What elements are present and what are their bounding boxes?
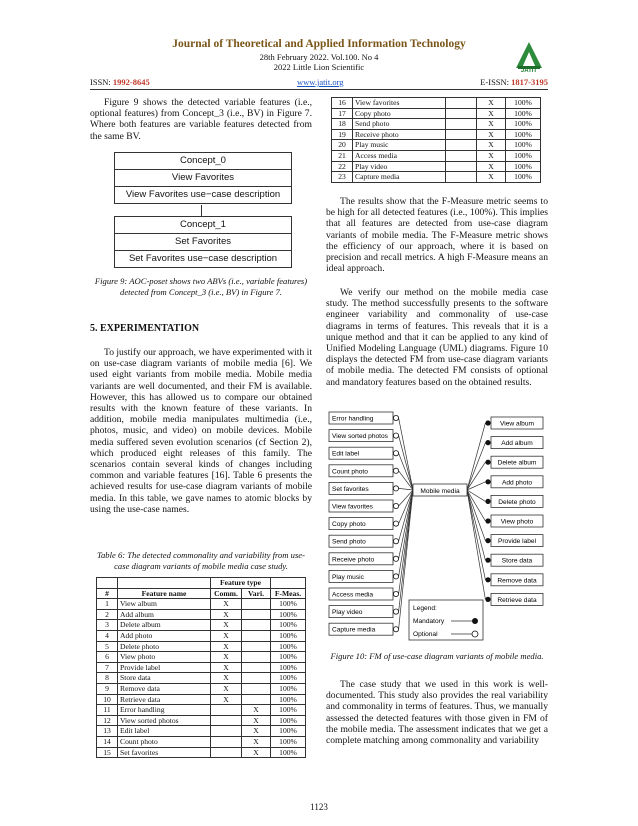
fm-mandatory-marker [485,518,490,523]
comm-mark [211,715,242,726]
vari-mark: X [242,726,271,737]
legend-mandatory-marker [472,618,478,624]
vari-mark [242,620,271,631]
feature-name: View album [118,599,211,610]
fm-mandatory-marker [485,420,490,425]
vari-mark [242,599,271,610]
issue-date: 28th February 2022. Vol.100. No 4 [259,52,379,62]
fm-legend-title: Legend: [413,605,437,612]
figure-10-feature-model [327,410,547,642]
concept-0-title: Concept_0 [115,153,291,170]
row-number: 21 [332,150,353,161]
feature-name: Copy photo [353,108,446,119]
row-number: 12 [97,715,118,726]
fm-mandatory-feature: Delete photo [498,498,536,506]
vari-mark [242,662,271,673]
fm-optional-feature: View favorites [332,503,373,511]
fm-optional-feature: Error handling [332,415,374,423]
row-number: 20 [332,140,353,151]
table-row [97,641,306,652]
feature-name: Play music [353,140,446,151]
fm-optional-feature: View sorted photos [332,433,388,441]
table-row [332,98,541,109]
row-number: 1 [97,599,118,610]
issn: ISSN: 1992-8645 [90,77,150,87]
vari-mark: X [242,747,271,758]
table-row [332,150,541,161]
vari-mark: X [477,108,506,119]
fmeas-value: 100% [506,108,541,119]
vari-mark: X [242,736,271,747]
table-row [332,140,541,151]
table-row [97,662,306,673]
results-paragraph: The results show that the F-Measure metric seems to be high for all detected features (i.e., 100%). This implies that all features are detected from use-case diagram variants of mobile media. The F-Measure metric shows the efficiency of our approach, where it is based on precision and recall metrics. A high F-Measure means an ideal approach. [326,196,548,275]
row-number: 16 [332,98,353,109]
vari-mark [242,683,271,694]
feature-name: Set favorites [118,747,211,758]
final-paragraph: The case study that we used in this work is well-documented. This study also provides the real variability and commonality in terms of features. Thus, we manually assessed the detected features with those given in FM of the mobile media. The assessment indicates that we get a complete matching among commonality and variability [326,679,548,747]
feature-name: View sorted photos [118,715,211,726]
fmeas-value: 100% [506,150,541,161]
row-number: 3 [97,620,118,631]
fmeas-value: 100% [506,172,541,183]
row-number: 15 [97,747,118,758]
issn-bar [90,77,548,89]
vari-mark: X [477,119,506,130]
vari-mark: X [477,172,506,183]
comm-mark: X [211,630,242,641]
concept-1-feature: Set Favorites [115,234,291,251]
feature-name: Count photo [118,736,211,747]
fm-optional-feature: Send photo [332,538,366,546]
verify-paragraph: We verify our method on the mobile media case study. The method successfully presents to the software engineer variability and commonality of use-case diagrams in terms of features. This reveals that it is a unique method and that it can be applied to any kind of Unified Modeling Language (UML) diagrams. Figure 10 displays the detected FM from use-case diagram variants of mobile media. The detected FM consists of optional and mandatory features based on the obtained results. [326,287,548,388]
comm-mark [446,108,477,119]
feature-name: View photo [118,652,211,663]
feature-name: Remove data [118,683,211,694]
journal-url[interactable]: www.jatit.org [297,77,344,87]
feature-table-part-2 [331,97,541,183]
fm-optional-marker [393,539,398,544]
fm-optional-feature: Receive photo [332,556,375,564]
fm-optional-feature: Set favorites [332,485,369,493]
table-row [97,736,306,747]
row-number: 5 [97,641,118,652]
row-number: 14 [97,736,118,747]
table-row [332,129,541,140]
table-row [97,747,306,758]
concept-0-feature: View Favorites [115,170,291,187]
feature-name: Retrieve data [118,694,211,705]
vari-mark: X [477,150,506,161]
page-number: 1123 [310,802,328,812]
fm-optional-marker [393,433,398,438]
table-row [97,652,306,663]
feature-name: Play video [353,161,446,172]
fm-mandatory-feature: Provide label [497,538,537,546]
table-row [332,161,541,172]
table-row [97,694,306,705]
feature-type-header: Feature type [211,578,271,589]
fmeas-value: 100% [271,641,306,652]
comm-mark [446,129,477,140]
row-number: 2 [97,609,118,620]
figure-9-caption: Figure 9: AOC-poset shows two ABVs (i.e., variable features) detected from Concept_3 (i.e., BV) in Figure 7. [94,276,308,297]
fm-optional-feature: Count photo [332,468,368,476]
legend-optional-marker [472,631,478,637]
concept-1-description: Set Favorites use−case description [128,253,278,264]
fm-mandatory-marker [485,460,490,465]
row-number: 4 [97,630,118,641]
table-row [97,683,306,694]
row-number: 19 [332,129,353,140]
feature-name: Capture media [353,172,446,183]
fmeas-value: 100% [271,715,306,726]
fm-optional-marker [393,627,398,632]
col-number: # [97,588,118,599]
table-row [97,673,306,684]
vari-mark [242,609,271,620]
fmeas-value: 100% [271,662,306,673]
comm-mark [211,726,242,737]
intro-paragraph: Figure 9 shows the detected variable features (i.e., optional features) from Concept_3 (i.e., BV) in Figure 7. Where both features are variable features detected from the same BV. [90,97,312,142]
table-row [97,620,306,631]
feature-name: Store data [118,673,211,684]
comm-mark: X [211,694,242,705]
fm-mandatory-marker [485,538,490,543]
feature-name: Edit label [118,726,211,737]
fm-mandatory-feature: Add photo [501,479,533,487]
feature-name: Delete photo [118,641,211,652]
row-number: 17 [332,108,353,119]
fmeas-value: 100% [506,119,541,130]
comm-mark [446,161,477,172]
fm-optional-marker [393,451,398,456]
eissn: E-ISSN: 1817-3195 [480,77,548,87]
fm-mandatory-feature: View album [500,420,534,428]
comm-mark: X [211,641,242,652]
row-number: 22 [332,161,353,172]
vari-mark [242,694,271,705]
fm-mandatory-feature: View photo [500,518,534,526]
figure-10-caption: Figure 10: FM of use-case diagram variants of mobile media. [330,651,544,661]
section-heading: 5. EXPERIMENTATION [90,323,200,334]
comm-mark [446,140,477,151]
feature-name: Provide label [118,662,211,673]
comm-mark [446,98,477,109]
concept-0-box [114,152,292,204]
fm-mandatory-marker [485,577,490,582]
journal-title: Journal of Theoretical and Applied Information Technology [172,38,466,50]
fm-optional-feature: Copy photo [332,521,366,529]
fmeas-value: 100% [271,630,306,641]
concept-1-title: Concept_1 [115,217,291,234]
fm-mandatory-feature: Delete album [497,459,537,467]
feature-name: Access media [353,150,446,161]
fm-optional-feature: Edit label [332,450,360,458]
fm-legend-optional: Optional [413,631,438,638]
feature-name: Receive photo [353,129,446,140]
feature-name: Add album [118,609,211,620]
vari-mark [242,652,271,663]
fm-mandatory-feature: Retrieve data [497,596,537,604]
fm-optional-feature: Play video [332,609,363,617]
feature-name: Error handling [118,705,211,716]
fm-optional-marker [393,609,398,614]
experimentation-paragraph: To justify our approach, we have experimented with it on use-case diagram variants of mobile media [6]. We used eight variants from mobile media. Mobile media variants are well documented, and their FM is available. However, this has allowed us to compare our obtained results with the known feature of these variants. In addition, mobile media manipulates multimedia (i.e., photos, music, and video) on mobile devices. Mobile media suffered seven evolution scenarios (cf Section 2), which produced eight releases of this family. The scenarios contain several kinds of changes including common and variable features [16]. Table 6 presents the achieved results for use-case diagram variants of mobile media. In this table, we gave names to atomic blocks by using the use-case names. [90,347,312,515]
fm-mandatory-feature: Add album [501,440,533,448]
fm-optional-marker [393,591,398,596]
fm-mandatory-marker [485,440,490,445]
header-rule [90,89,548,90]
logo-text: JATIT [520,68,538,74]
fm-mandatory-marker [485,479,490,484]
fm-optional-marker [393,486,398,491]
fmeas-value: 100% [506,140,541,151]
table-row [332,108,541,119]
concept-0-description: View Favorites use−case description [125,189,281,200]
fm-mandatory-marker [485,597,490,602]
fmeas-value: 100% [271,683,306,694]
vari-mark: X [477,98,506,109]
fm-optional-marker [393,521,398,526]
vari-mark [242,641,271,652]
table-row [97,715,306,726]
fm-root-label: Mobile media [420,488,460,495]
jatit-logo [512,38,546,72]
fm-optional-marker [393,415,398,420]
vari-mark: X [242,705,271,716]
vari-mark: X [477,129,506,140]
vari-mark [242,673,271,684]
col-vari: Vari. [242,588,271,599]
fmeas-value: 100% [271,620,306,631]
comm-mark: X [211,620,242,631]
feature-name: Send photo [353,119,446,130]
col-fmeas: F-Meas. [271,588,306,599]
comm-mark: X [211,683,242,694]
fmeas-value: 100% [271,599,306,610]
table-row [97,599,306,610]
col-feature-name: Feature name [118,588,211,599]
fm-optional-feature: Access media [332,591,374,599]
vari-mark: X [477,140,506,151]
fmeas-value: 100% [506,129,541,140]
fmeas-value: 100% [271,694,306,705]
row-number: 10 [97,694,118,705]
vari-mark: X [242,715,271,726]
col-comm: Comm. [211,588,242,599]
fm-optional-marker [393,574,398,579]
fm-mandatory-marker [485,499,490,504]
row-number: 7 [97,662,118,673]
row-number: 6 [97,652,118,663]
fmeas-value: 100% [271,609,306,620]
feature-name: Add photo [118,630,211,641]
fm-optional-marker [393,468,398,473]
comm-mark [446,119,477,130]
fmeas-value: 100% [271,736,306,747]
row-number: 11 [97,705,118,716]
fmeas-value: 100% [271,673,306,684]
fmeas-value: 100% [271,652,306,663]
comm-mark: X [211,652,242,663]
row-number: 8 [97,673,118,684]
table-row [97,630,306,641]
comm-mark: X [211,673,242,684]
comm-mark: X [211,599,242,610]
vari-mark: X [477,161,506,172]
comm-mark [211,736,242,747]
row-number: 23 [332,172,353,183]
comm-mark: X [211,662,242,673]
feature-table-part-1 [96,577,306,758]
fm-optional-feature: Capture media [332,626,376,634]
fmeas-value: 100% [506,161,541,172]
vari-mark [242,630,271,641]
concept-1-box [114,216,292,268]
feature-name: View favorites [353,98,446,109]
fmeas-value: 100% [271,726,306,737]
feature-name: Delete album [118,620,211,631]
fm-optional-marker [393,503,398,508]
fm-mandatory-marker [485,558,490,563]
table-row [97,726,306,737]
comm-mark [211,705,242,716]
fmeas-value: 100% [271,747,306,758]
fm-optional-marker [393,556,398,561]
row-number: 9 [97,683,118,694]
fm-legend-mandatory: Mandatory [413,618,445,625]
table-row [332,119,541,130]
fmeas-value: 100% [271,705,306,716]
fm-mandatory-feature: Remove data [497,577,537,585]
comm-mark [446,172,477,183]
comm-mark [446,150,477,161]
concept-link [201,205,202,216]
comm-mark: X [211,609,242,620]
row-number: 13 [97,726,118,737]
copyright: 2022 Little Lion Scientific [273,62,365,72]
fmeas-value: 100% [506,98,541,109]
fm-optional-feature: Play music [332,573,364,581]
table-6-caption: Table 6: The detected commonality and variability from use-case diagram variants of mobile media case study. [97,550,305,571]
row-number: 18 [332,119,353,130]
table-row [97,609,306,620]
table-row [332,172,541,183]
table-row [97,705,306,716]
fm-mandatory-feature: Store data [501,557,533,565]
comm-mark [211,747,242,758]
